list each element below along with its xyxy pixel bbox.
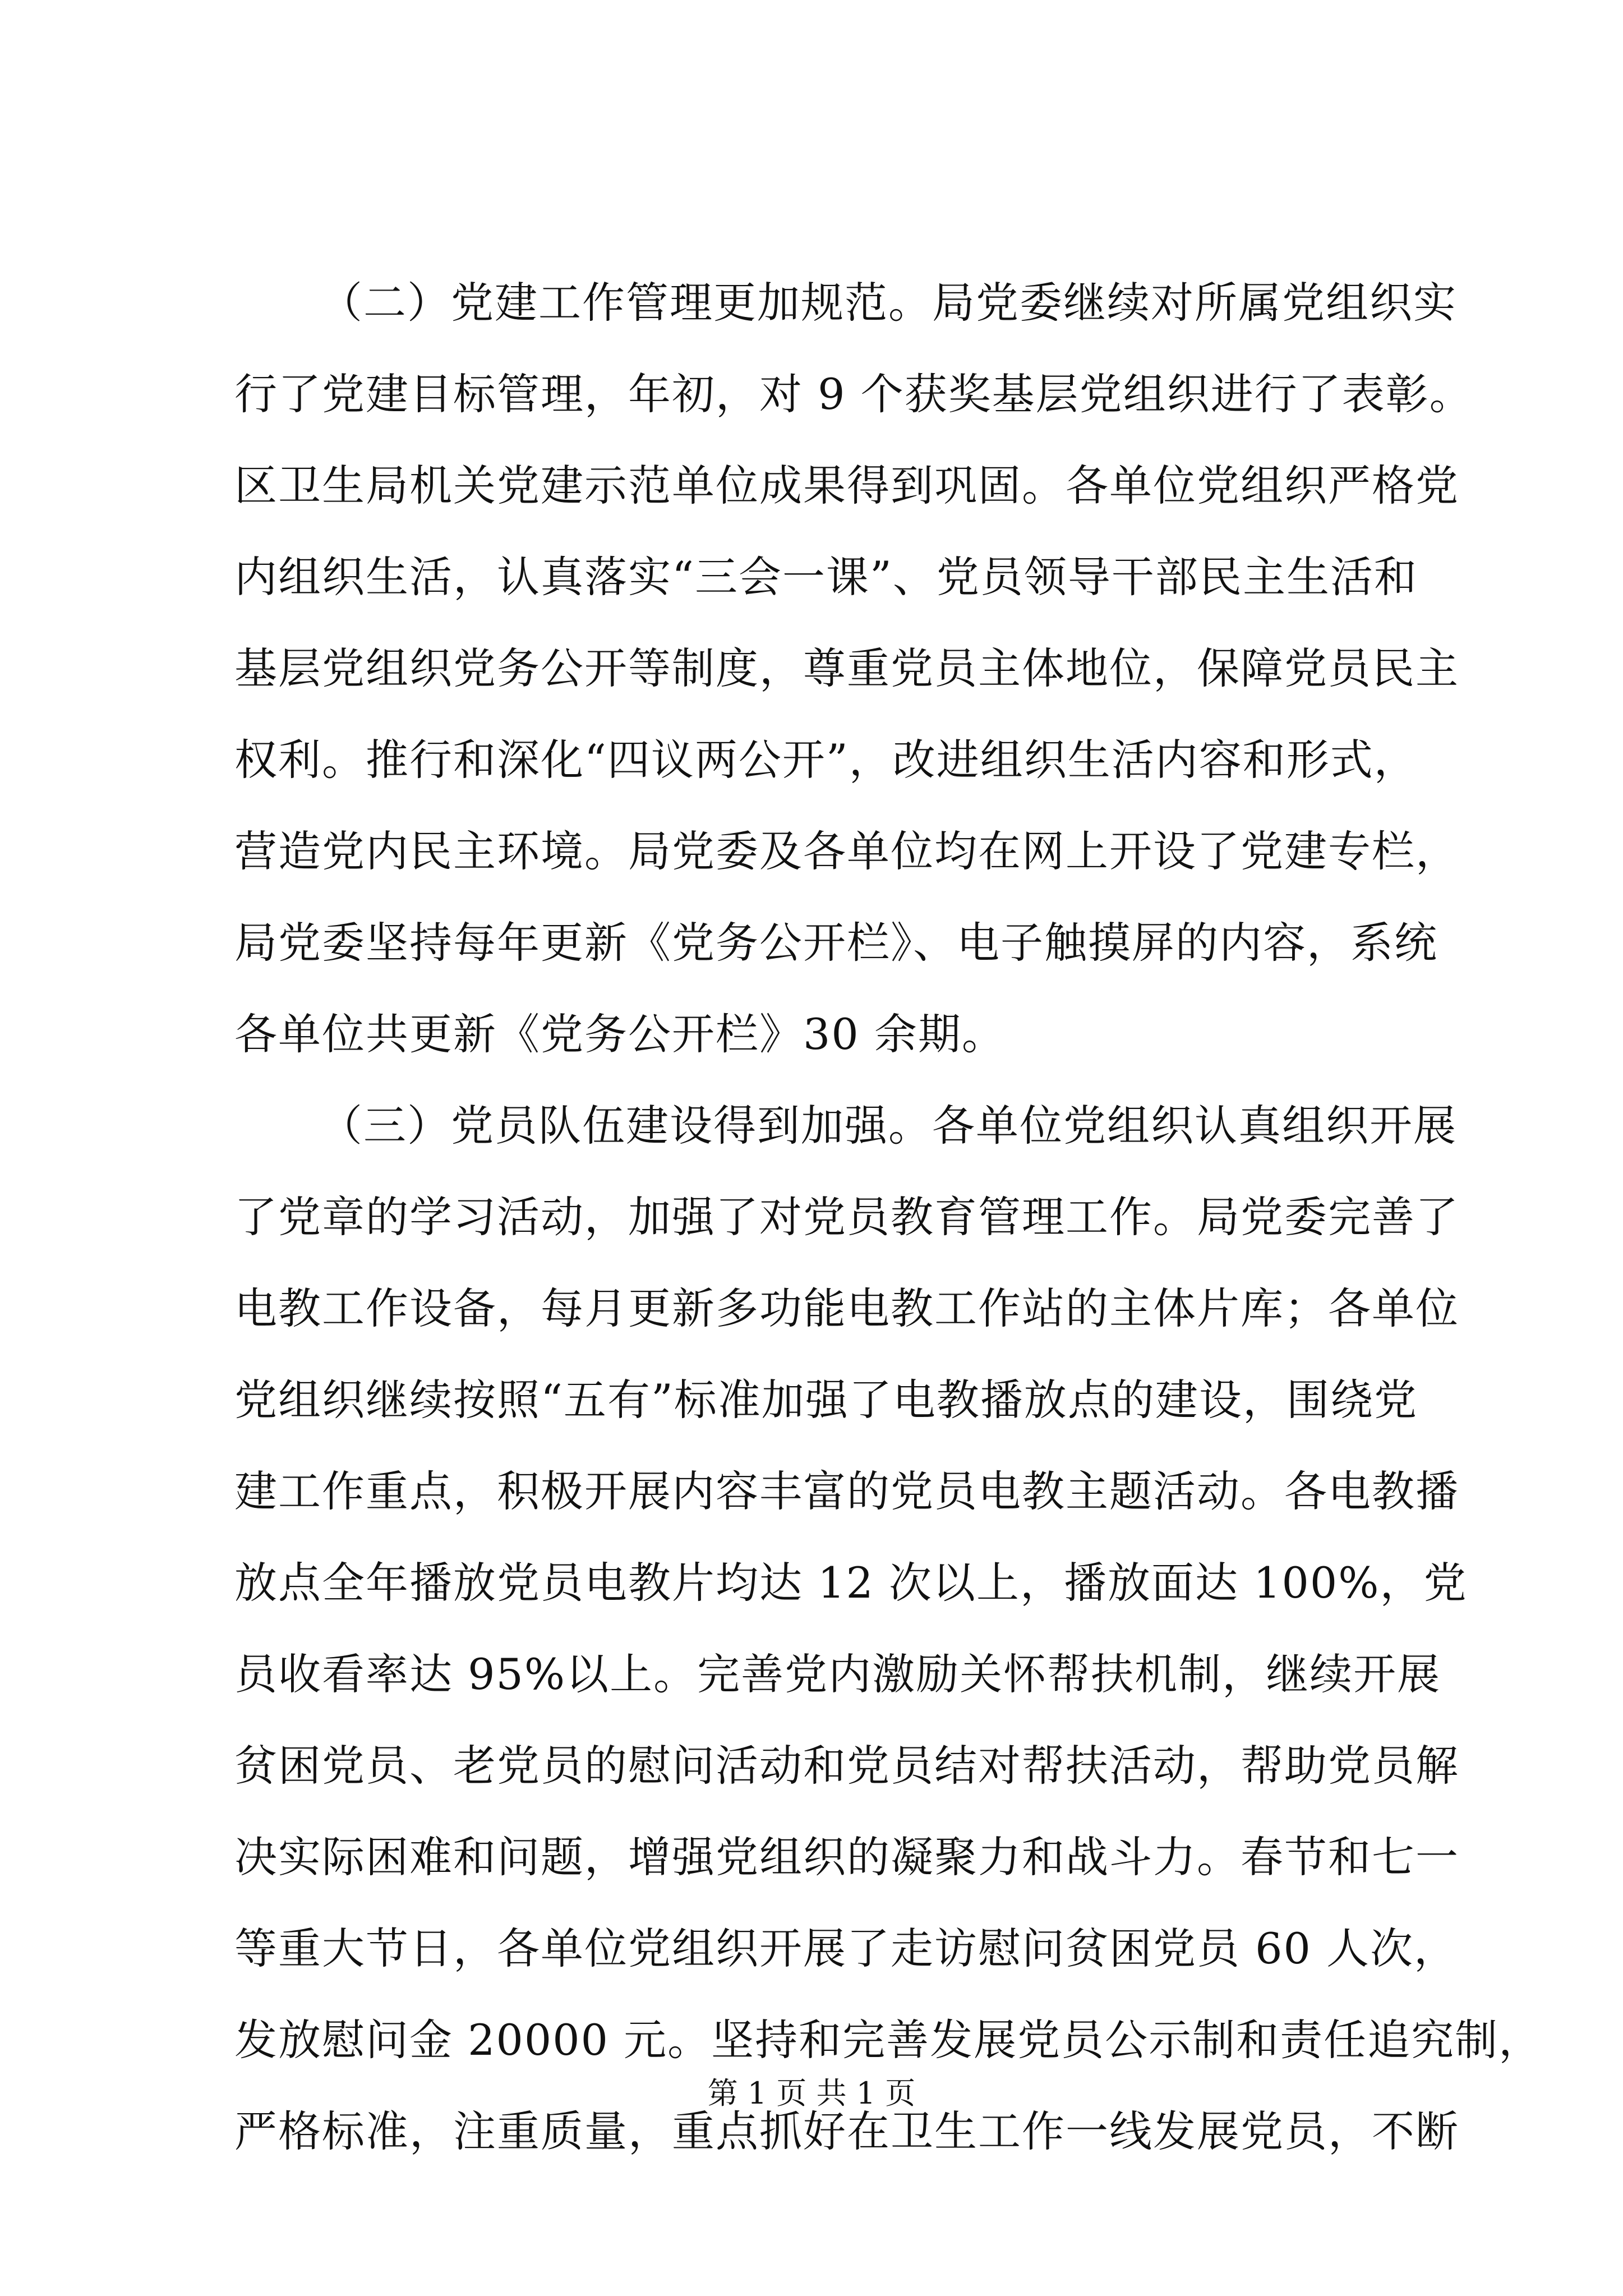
text-line: 党组织继续按照“五有”标准加强了电教播放点的建设，围绕党: [234, 1375, 1418, 1425]
text-line: 严格标准，注重质量，重点抓好在卫生工作一线发展党员，不断: [234, 2106, 1459, 2156]
text-line: 了党章的学习活动，加强了对党员教育管理工作。局党委完善了: [234, 1192, 1459, 1242]
paragraph-party-member-team-building: [234, 1080, 1543, 2177]
text-line: 员收看率达 95%以上。完善党内激励关怀帮扶机制，继续开展: [234, 1649, 1441, 1699]
text-line: （三）党员队伍建设得到加强。各单位党组织认真组织开展: [320, 1101, 1457, 1151]
text-line: 贫困党员、老党员的慰问活动和党员结对帮扶活动，帮助党员解: [234, 1741, 1459, 1791]
page-number-label: 第 1 页 共 1 页: [707, 2076, 916, 2111]
text-line: 区卫生局机关党建示范单位成果得到巩固。各单位党组织严格党: [234, 461, 1459, 510]
text-line: 建工作重点，积极开展内容丰富的党员电教主题活动。各电教播: [234, 1466, 1459, 1516]
text-line: 基层党组织党务公开等制度，尊重党员主体地位，保障党员民主: [234, 643, 1459, 693]
text-line: 决实际困难和问题，增强党组织的凝聚力和战斗力。春节和七一: [234, 1832, 1459, 1882]
text-line: 等重大节日，各单位党组织开展了走访慰问贫困党员 60 人次，: [234, 1924, 1458, 1973]
text-line: 内组织生活，认真落实“三会一课”、党员领导干部民主生活和: [234, 552, 1418, 602]
text-line: 各单位共更新《党务公开栏》30 余期。: [234, 1009, 1006, 1059]
paragraph-party-building-management: [234, 257, 1473, 1080]
text-line: 权利。推行和深化“四议两公开”，改进组织生活内容和形式，: [234, 735, 1418, 785]
text-line: 营造党内民主环境。局党委及各单位均在网上开设了党建专栏，: [234, 826, 1459, 876]
document-body: [234, 257, 1543, 2177]
text-line: 电教工作设备，每月更新多功能电教工作站的主体片库；各单位: [234, 1283, 1459, 1333]
page-footer: [0, 2071, 1623, 2116]
text-line: 放点全年播放党员电教片均达 12 次以上，播放面达 100%，党: [234, 1558, 1468, 1608]
text-line: 局党委坚持每年更新《党务公开栏》、电子触摸屏的内容，系统: [234, 918, 1438, 968]
text-line: （二）党建工作管理更加规范。局党委继续对所属党组织实: [320, 278, 1457, 328]
text-line: 发放慰问金 20000 元。坚持和完善发展党员公示制和责任追究制，: [234, 2015, 1543, 2065]
text-line: 行了党建目标管理，年初，对 9 个获奖基层党组织进行了表彰。: [234, 369, 1473, 419]
